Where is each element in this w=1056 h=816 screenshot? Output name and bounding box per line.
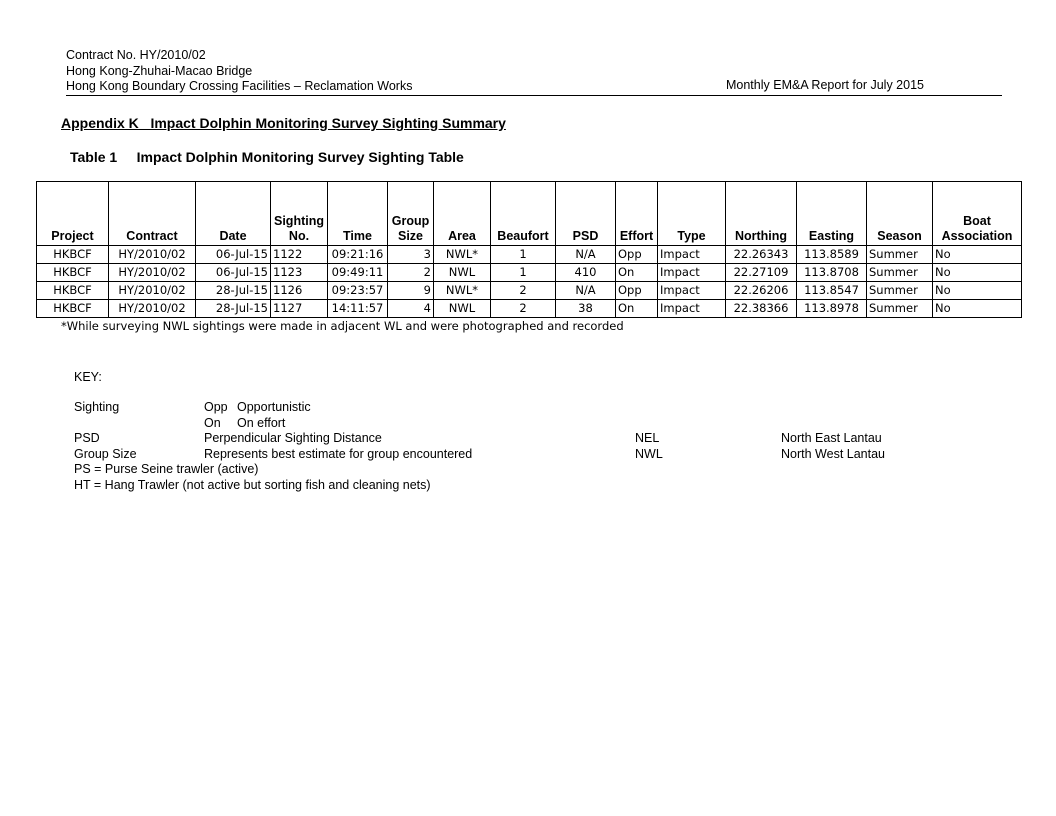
key-row-group-size — [74, 447, 934, 463]
cell-effort: Opp — [616, 246, 658, 264]
cell-area: NWL — [434, 300, 491, 318]
table-row — [37, 246, 1022, 264]
column-header-sighting-no — [271, 182, 328, 246]
column-header-sighting-no-line1: Sighting — [274, 214, 324, 228]
column-header-boat-association — [933, 182, 1022, 246]
cell-effort: Opp — [616, 282, 658, 300]
cell-sighting-no: 1127 — [271, 300, 328, 318]
cell-beaufort: 2 — [491, 300, 556, 318]
cell-contract: HY/2010/02 — [109, 246, 196, 264]
table-row — [37, 282, 1022, 300]
cell-beaufort: 1 — [491, 264, 556, 282]
cell-easting: 113.8708 — [797, 264, 867, 282]
cell-easting: 113.8589 — [797, 246, 867, 264]
cell-date: 06-Jul-15 — [196, 246, 271, 264]
column-header-boat-association-line1: Boat — [963, 214, 991, 228]
column-header-easting-line2: Easting — [808, 229, 855, 243]
report-header — [66, 48, 1002, 95]
key-desc-nwl: North West Lantau — [781, 446, 885, 461]
column-header-beaufort-line2: Beaufort — [497, 229, 549, 243]
column-header-easting — [797, 182, 867, 246]
key-code-opp: Opp — [204, 400, 228, 414]
cell-area: NWL* — [434, 246, 491, 264]
appendix-title: Appendix K Impact Dolphin Monitoring Survey Sighting Summary — [61, 115, 506, 131]
key-row-ps — [74, 462, 934, 478]
key-row-sighting — [74, 400, 934, 416]
cell-group-size: 9 — [388, 282, 434, 300]
cell-date: 28-Jul-15 — [196, 300, 271, 318]
column-header-effort — [616, 182, 658, 246]
column-header-group-size-line2: Size — [397, 229, 423, 243]
column-header-northing — [726, 182, 797, 246]
cell-northing: 22.27109 — [726, 264, 797, 282]
cell-easting: 113.8978 — [797, 300, 867, 318]
cell-season: Summer — [867, 300, 933, 318]
column-header-northing-line2: Northing — [734, 229, 788, 243]
table-footnote: *While surveying NWL sightings were made in adjacent WL and were photographed and recorded — [61, 319, 624, 333]
column-header-effort-line2: Effort — [619, 229, 654, 243]
cell-date: 06-Jul-15 — [196, 264, 271, 282]
column-header-season — [867, 182, 933, 246]
cell-type: Impact — [658, 282, 726, 300]
column-header-area-line2: Area — [448, 229, 476, 243]
contract-number: Contract No. HY/2010/02 — [66, 48, 206, 62]
key-abbr-nel: NEL — [635, 431, 660, 445]
cell-area: NWL — [434, 264, 491, 282]
cell-time: 14:11:57 — [328, 300, 388, 318]
cell-northing: 22.26343 — [726, 246, 797, 264]
table-row — [37, 300, 1022, 318]
cell-contract: HY/2010/02 — [109, 300, 196, 318]
cell-group-size: 2 — [388, 264, 434, 282]
column-header-group-size-line1: Group — [391, 214, 430, 228]
column-header-time — [328, 182, 388, 246]
cell-northing: 22.38366 — [726, 300, 797, 318]
key-row-psd — [74, 431, 934, 447]
key-row-ht — [74, 478, 934, 494]
cell-type: Impact — [658, 300, 726, 318]
column-header-sighting-no-line2: No. — [288, 229, 310, 243]
cell-season: Summer — [867, 282, 933, 300]
cell-season: Summer — [867, 264, 933, 282]
cell-project: HKBCF — [37, 300, 109, 318]
key-ps-line: PS = Purse Seine trawler (active) — [74, 462, 259, 476]
project-name: Hong Kong-Zhuhai-Macao Bridge — [66, 63, 253, 78]
cell-group-size: 4 — [388, 300, 434, 318]
cell-psd: N/A — [556, 282, 616, 300]
column-header-date-line2: Date — [219, 229, 247, 243]
cell-psd: 38 — [556, 300, 616, 318]
key-desc-psd: Perpendicular Sighting Distance — [204, 431, 382, 445]
column-header-contract-line2: Contract — [126, 229, 178, 243]
key-term-psd: PSD — [74, 431, 100, 445]
cell-beaufort: 1 — [491, 246, 556, 264]
cell-season: Summer — [867, 246, 933, 264]
cell-type: Impact — [658, 264, 726, 282]
cell-boat-association: No — [933, 282, 1022, 300]
cell-sighting-no: 1122 — [271, 246, 328, 264]
column-header-contract — [109, 182, 196, 246]
table-row — [37, 264, 1022, 282]
cell-project: HKBCF — [37, 264, 109, 282]
cell-boat-association: No — [933, 264, 1022, 282]
sighting-table — [36, 181, 1022, 318]
report-name: Monthly EM&A Report for July 2015 — [725, 78, 924, 92]
cell-effort: On — [616, 300, 658, 318]
key-desc-on: On effort — [237, 415, 286, 430]
key-desc-group-size: Represents best estimate for group encountered — [204, 446, 473, 461]
key-term-group-size: Group Size — [74, 446, 137, 461]
cell-project: HKBCF — [37, 246, 109, 264]
column-header-type — [658, 182, 726, 246]
column-header-boat-association-line2: Association — [941, 229, 1013, 243]
cell-easting: 113.8547 — [797, 282, 867, 300]
key-desc-nel: North East Lantau — [781, 431, 882, 445]
column-header-time-line2: Time — [343, 229, 372, 243]
cell-contract: HY/2010/02 — [109, 282, 196, 300]
cell-time: 09:23:57 — [328, 282, 388, 300]
column-header-season-line2: Season — [877, 229, 922, 243]
column-header-area — [434, 182, 491, 246]
works-name: Hong Kong Boundary Crossing Facilities – Reclamation Works — [66, 79, 413, 93]
column-header-psd-line2: PSD — [572, 229, 599, 243]
key-title: KEY: — [74, 370, 102, 384]
key-desc-opp: Opportunistic — [237, 400, 311, 414]
column-header-beaufort — [491, 182, 556, 246]
cell-boat-association: No — [933, 246, 1022, 264]
cell-area: NWL* — [434, 282, 491, 300]
key-code-on: On — [204, 415, 221, 430]
cell-boat-association: No — [933, 300, 1022, 318]
column-header-type-line2: Type — [677, 229, 706, 243]
cell-group-size: 3 — [388, 246, 434, 264]
cell-contract: HY/2010/02 — [109, 264, 196, 282]
column-header-project-line2: Project — [51, 229, 94, 243]
key-abbr-nwl: NWL — [635, 446, 663, 461]
cell-sighting-no: 1123 — [271, 264, 328, 282]
table-title: Table 1 Impact Dolphin Monitoring Survey Sighting Table — [70, 149, 464, 165]
column-header-project — [37, 182, 109, 246]
cell-psd: N/A — [556, 246, 616, 264]
cell-beaufort: 2 — [491, 282, 556, 300]
column-header-date — [196, 182, 271, 246]
cell-effort: On — [616, 264, 658, 282]
column-header-psd — [556, 182, 616, 246]
cell-project: HKBCF — [37, 282, 109, 300]
cell-sighting-no: 1126 — [271, 282, 328, 300]
column-header-group-size — [388, 182, 434, 246]
cell-time: 09:49:11 — [328, 264, 388, 282]
cell-date: 28-Jul-15 — [196, 282, 271, 300]
key-ht-line: HT = Hang Trawler (not active but sorting fish and cleaning nets) — [74, 477, 431, 492]
cell-northing: 22.26206 — [726, 282, 797, 300]
cell-type: Impact — [658, 246, 726, 264]
table-body — [37, 246, 1022, 318]
key-term-sighting: Sighting — [74, 400, 120, 414]
key-legend — [74, 400, 934, 493]
cell-time: 09:21:16 — [328, 246, 388, 264]
cell-psd: 410 — [556, 264, 616, 282]
header-divider — [66, 95, 1002, 96]
key-row-on-effort — [74, 416, 934, 432]
table-header-row — [37, 182, 1022, 246]
